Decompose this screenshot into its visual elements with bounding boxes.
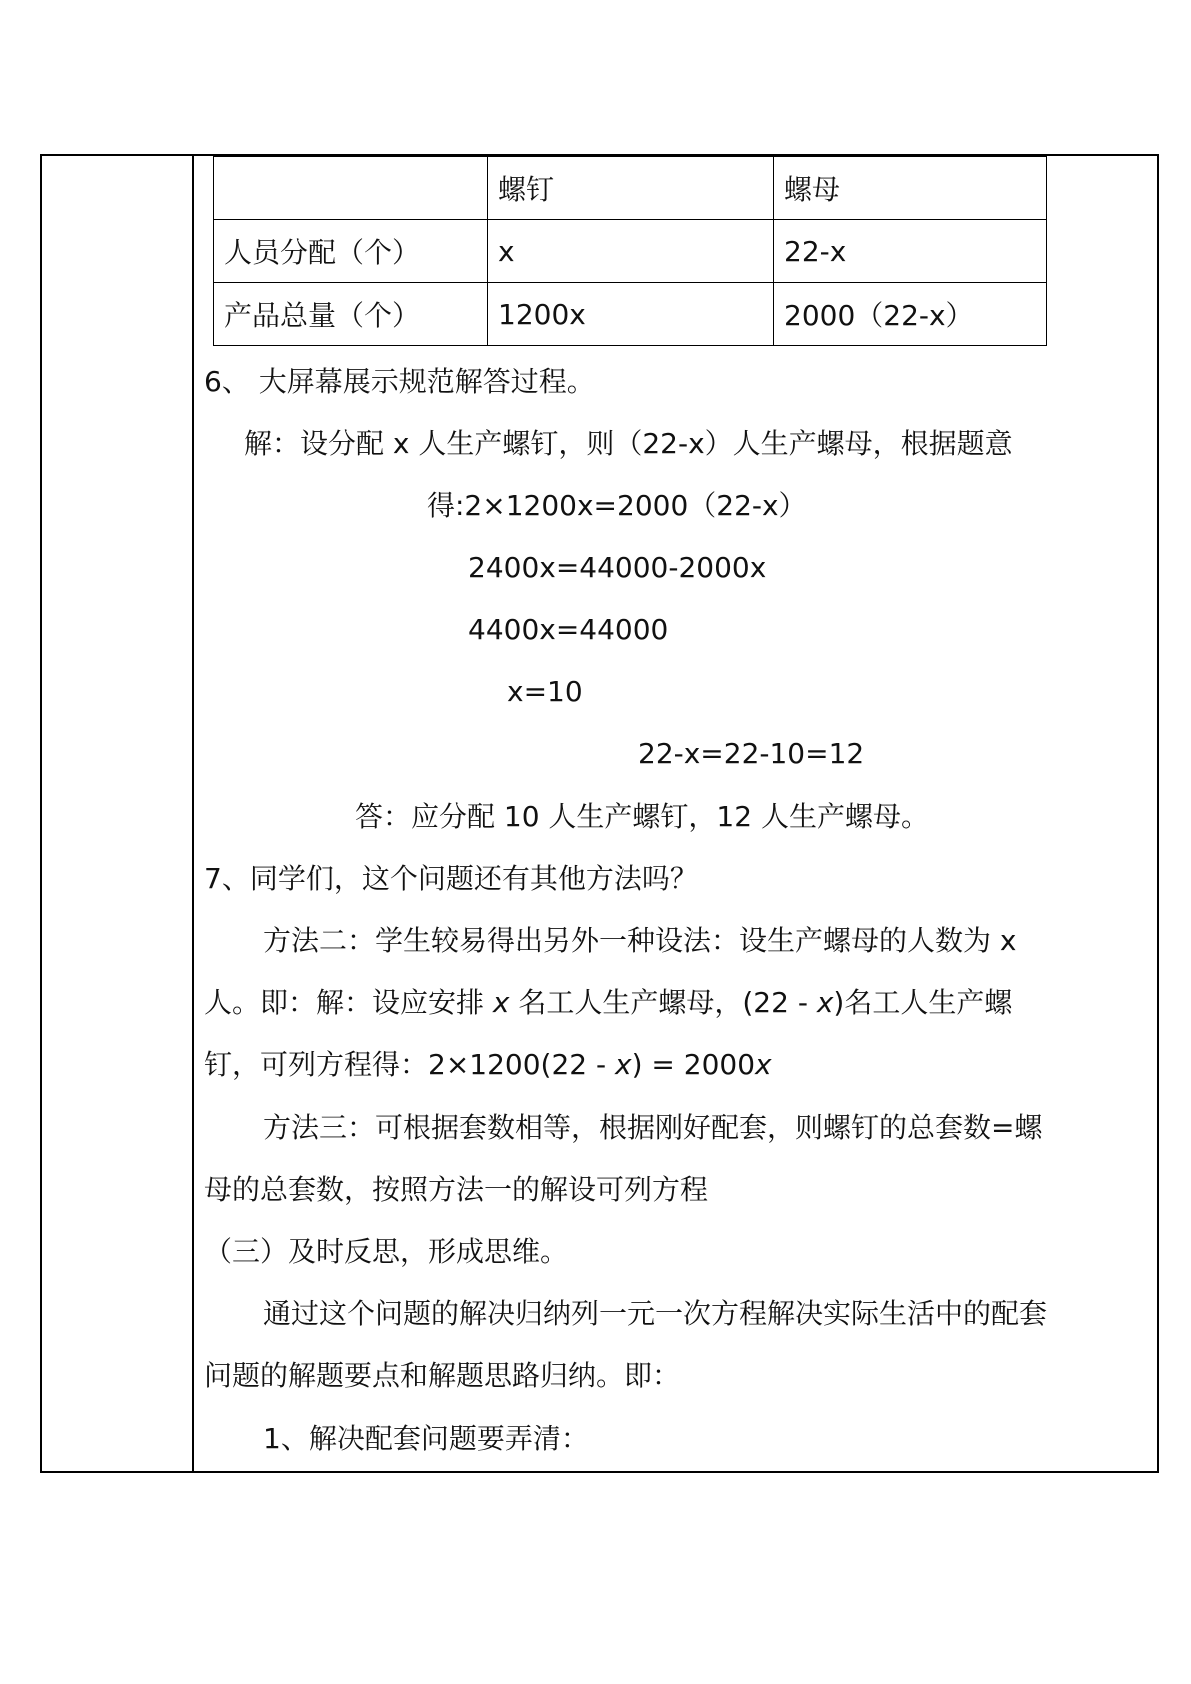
method-3-line: 方法三：可根据套数相等，根据刚好配套，则螺钉的总套数=螺 xyxy=(263,1111,1043,1144)
table-cell: 人员分配（个） xyxy=(214,220,488,283)
point-1-line: 1、解决配套问题要弄清： xyxy=(263,1422,589,1455)
frame-bottom-border xyxy=(40,1471,1159,1473)
step-7-question: 7、同学们，这个问题还有其他方法吗？ xyxy=(204,862,698,895)
table-header-cell: 螺钉 xyxy=(488,157,774,220)
text-run: 人。即：解：设应安排 xyxy=(204,986,493,1019)
solution-equation: 2400x=44000-2000x xyxy=(468,551,767,584)
text-run: )名工人生产螺 xyxy=(833,986,1013,1019)
variable-x: x xyxy=(755,1048,772,1081)
solution-equation: 4400x=44000 xyxy=(468,613,669,646)
solution-line: 解：设分配 x 人生产螺钉，则（22-x）人生产螺母，根据题意 xyxy=(244,427,1013,460)
variable-x: x xyxy=(615,1048,632,1081)
table-header-cell xyxy=(214,157,488,220)
table-header-row xyxy=(214,157,1047,220)
text-run: 钉，可列方程得：2×1200(22 - xyxy=(204,1048,615,1081)
allocation-table xyxy=(213,156,1047,346)
method-2-line: 方法二：学生较易得出另外一种设法：设生产螺母的人数为 x xyxy=(263,924,1017,957)
table-cell: 产品总量（个） xyxy=(214,283,488,346)
section-3-heading: （三）及时反思，形成思维。 xyxy=(204,1235,569,1268)
table-header-cell: 螺母 xyxy=(774,157,1047,220)
answer-line: 答：应分配 10 人生产螺钉，12 人生产螺母。 xyxy=(355,800,929,833)
solution-equation: x=10 xyxy=(507,675,583,708)
method-2-line xyxy=(204,1047,772,1083)
table-cell: 22-x xyxy=(774,220,1047,283)
variable-x: x xyxy=(816,986,834,1019)
frame-right-border xyxy=(1157,154,1159,1473)
variable-x: x xyxy=(492,986,510,1019)
text-run: ) = 2000 xyxy=(631,1048,756,1081)
table-cell: 1200x xyxy=(488,283,774,346)
summary-line: 通过这个问题的解决归纳列一元一次方程解决实际生活中的配套 xyxy=(263,1297,1048,1330)
table-row xyxy=(214,283,1047,346)
text-run: 名工人生产螺母，(22 - xyxy=(509,986,817,1019)
table-cell: x xyxy=(488,220,774,283)
table-row xyxy=(214,220,1047,283)
method-2-line xyxy=(204,985,1012,1021)
solution-equation: 22-x=22-10=12 xyxy=(638,737,865,770)
table-cell: 2000（22-x） xyxy=(774,283,1047,346)
frame-column-divider xyxy=(192,154,194,1473)
summary-line: 问题的解题要点和解题思路归纳。即： xyxy=(204,1359,681,1392)
frame-left-border xyxy=(40,154,42,1473)
method-3-line: 母的总套数，按照方法一的解设可列方程 xyxy=(204,1173,709,1206)
solution-equation: 得:2×1200x=2000（22-x） xyxy=(427,489,807,522)
step-6-heading: 6、 大屏幕展示规范解答过程。 xyxy=(204,365,595,398)
